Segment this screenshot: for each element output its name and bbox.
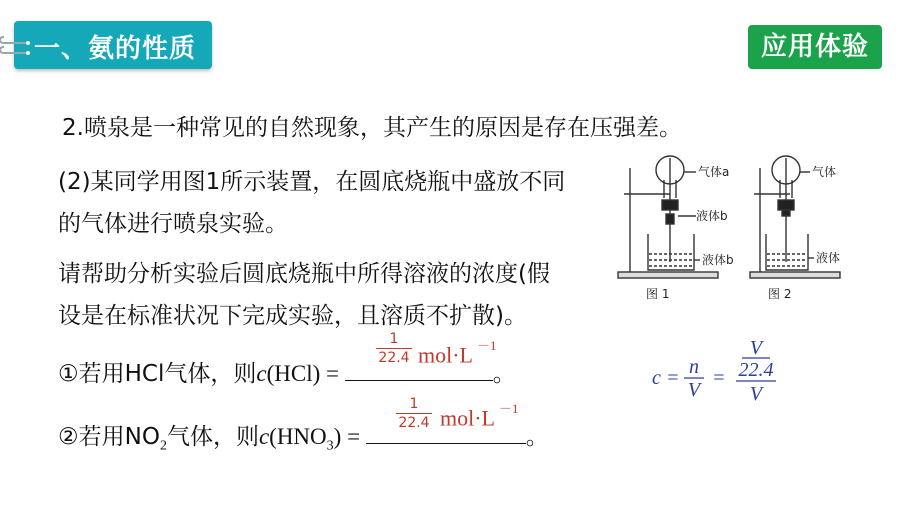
formula-fraction-2-bottom: V: [749, 383, 763, 405]
figure-1-caption: 图 1: [646, 287, 670, 301]
question-1-end: 。: [492, 361, 516, 387]
answer-2-exponent: －1: [499, 401, 519, 416]
answer-1-numerator: 1: [389, 331, 399, 347]
question-line-3: 请帮助分析实验后圆底烧瓶中所得溶液的浓度(假: [58, 261, 550, 287]
question-line-2: 的气体进行喷泉实验。: [58, 211, 288, 237]
intro-text: 2.喷泉是一种常见的自然现象，其产生的原因是存在压强差。: [62, 115, 682, 141]
formula-fraction-2-top: V: [749, 340, 763, 359]
section-title: 一、氨的性质: [34, 34, 197, 64]
question-2-subscript: 2: [159, 438, 167, 454]
question-2-end: 。: [525, 424, 549, 450]
answer-1-exponent: －1: [477, 338, 497, 353]
question-1-symbol: c: [256, 361, 267, 386]
application-badge: 应用体验: [748, 25, 882, 69]
fountain-apparatus-figure: [600, 150, 890, 310]
figure-2-gas-label: 气体: [812, 165, 837, 179]
answer-1-unit-text: mol·L: [418, 342, 473, 368]
question-2-expression-subscript: 3: [326, 438, 334, 454]
figure-2-liquid-label: 液体: [816, 251, 841, 265]
question-2-expression-b: ) =: [333, 424, 366, 449]
formula-fraction-1-denominator: V: [687, 379, 701, 401]
section-header: [0, 21, 212, 71]
answer-1-unit: [418, 339, 497, 368]
answer-2-denominator: 22.4: [398, 415, 430, 431]
answer-1-blank: [345, 379, 493, 381]
question-line-4: 设是在标准状况下完成实验，且溶质不扩散)。: [58, 303, 527, 329]
formula-equals-2: =: [712, 367, 726, 389]
answer-1-denominator: 22.4: [378, 350, 410, 366]
answer-2-fraction: [396, 396, 432, 432]
formula-fraction-1-numerator: n: [689, 356, 699, 378]
formula-lhs: c: [652, 367, 661, 389]
question-2-expression-a: (HNO: [269, 424, 327, 449]
answer-2-blank: [366, 442, 526, 444]
question-1-expression: (HCl) =: [266, 361, 345, 386]
answer-2-unit: [440, 402, 519, 431]
concentration-formula: [650, 340, 790, 410]
answer-2-unit-text: mol·L: [440, 405, 495, 431]
figure-2-caption: 图 2: [768, 287, 792, 301]
answer-2-numerator: 1: [409, 396, 419, 412]
question-2-symbol: c: [258, 424, 270, 449]
answer-1-fraction: [376, 331, 412, 367]
figure-1-gas-label: 气体a: [698, 165, 730, 179]
question-line-1: (2)某同学用图1所示装置，在圆底烧瓶中盛放不同: [58, 169, 566, 195]
figure-1-liquid-b-upper-label: 液体b: [696, 209, 728, 223]
question-2-prefix: ②若用NO: [58, 424, 160, 450]
formula-fraction-2-middle: 22.4: [738, 359, 774, 381]
formula-equals-1: =: [666, 367, 680, 389]
question-2-prefix-rest: 气体，则: [166, 424, 259, 450]
figure-1-liquid-b-lower-label: 液体b: [702, 253, 734, 267]
question-1-prefix: ①若用HCl气体，则: [58, 361, 257, 387]
